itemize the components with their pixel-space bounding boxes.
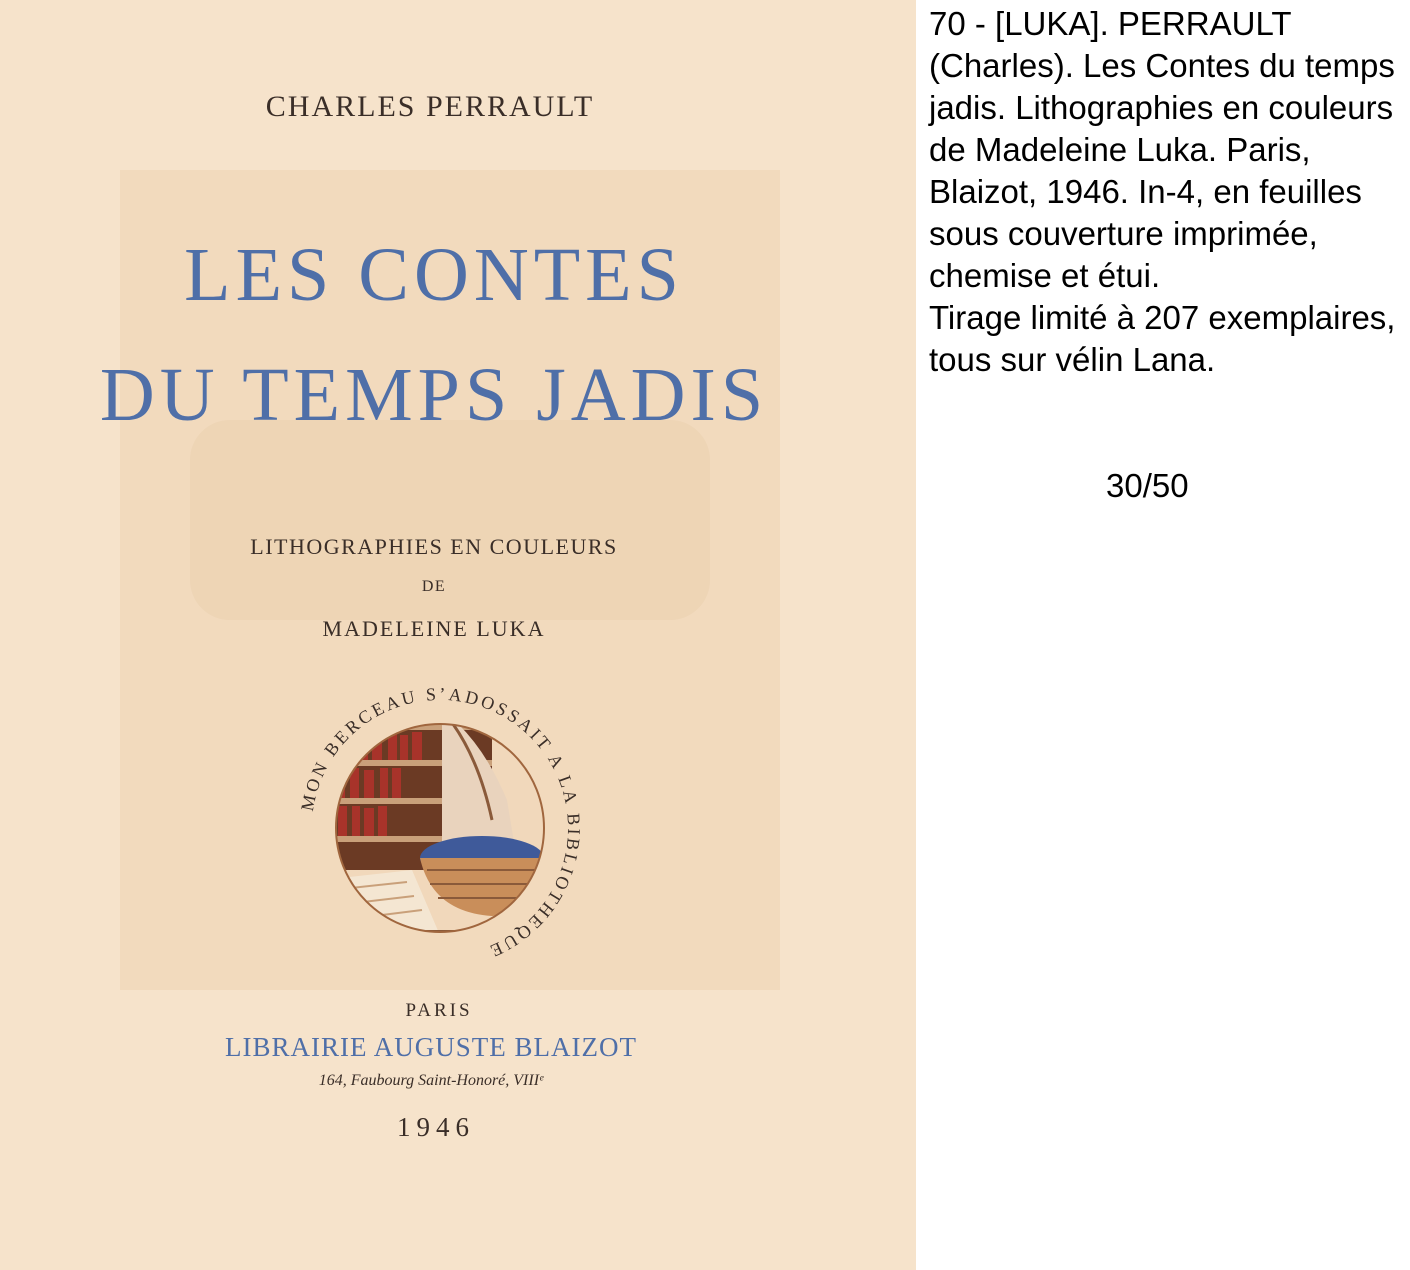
publisher-address: 164, Faubourg Saint-Honoré, VIIIᵉ xyxy=(318,1072,544,1089)
publisher-name: LIBRAIRIE AUGUSTE BLAIZOT xyxy=(225,1032,637,1062)
illustration-credit-line-1: LITHOGRAPHIES EN COULEURS xyxy=(250,534,618,559)
publication-city: PARIS xyxy=(405,1000,473,1021)
description-paragraph-1: 70 - [LUKA]. PERRAULT (Charles). Les Contes du temps jadis. Lithographies en couleurs de Madeleine Luka. Paris, Blaizot, 1946. In-4, en feuilles sous couverture imprimée, chemise et étui. xyxy=(929,5,1395,294)
lot-description xyxy=(929,3,1399,381)
description-paragraph-2: Tirage limité à 207 exemplaires, tous sur vélin Lana. xyxy=(929,299,1396,378)
vignette-motto: MON BERCEAU S’ADOSSAIT A LA BIBLIOTHEQUE xyxy=(296,683,585,963)
author-name: CHARLES PERRAULT xyxy=(265,90,595,123)
book-title-line-1: LES CONTES xyxy=(184,233,684,317)
publication-year: 1946 xyxy=(397,1112,475,1142)
copy-number: 30/50 xyxy=(1106,467,1189,504)
book-title-line-2: DU TEMPS JADIS xyxy=(99,353,769,437)
cradle-vignette-image xyxy=(292,680,588,976)
illustrator-name: MADELEINE LUKA xyxy=(322,616,546,641)
illustration-credit-line-2: DE xyxy=(421,578,447,595)
